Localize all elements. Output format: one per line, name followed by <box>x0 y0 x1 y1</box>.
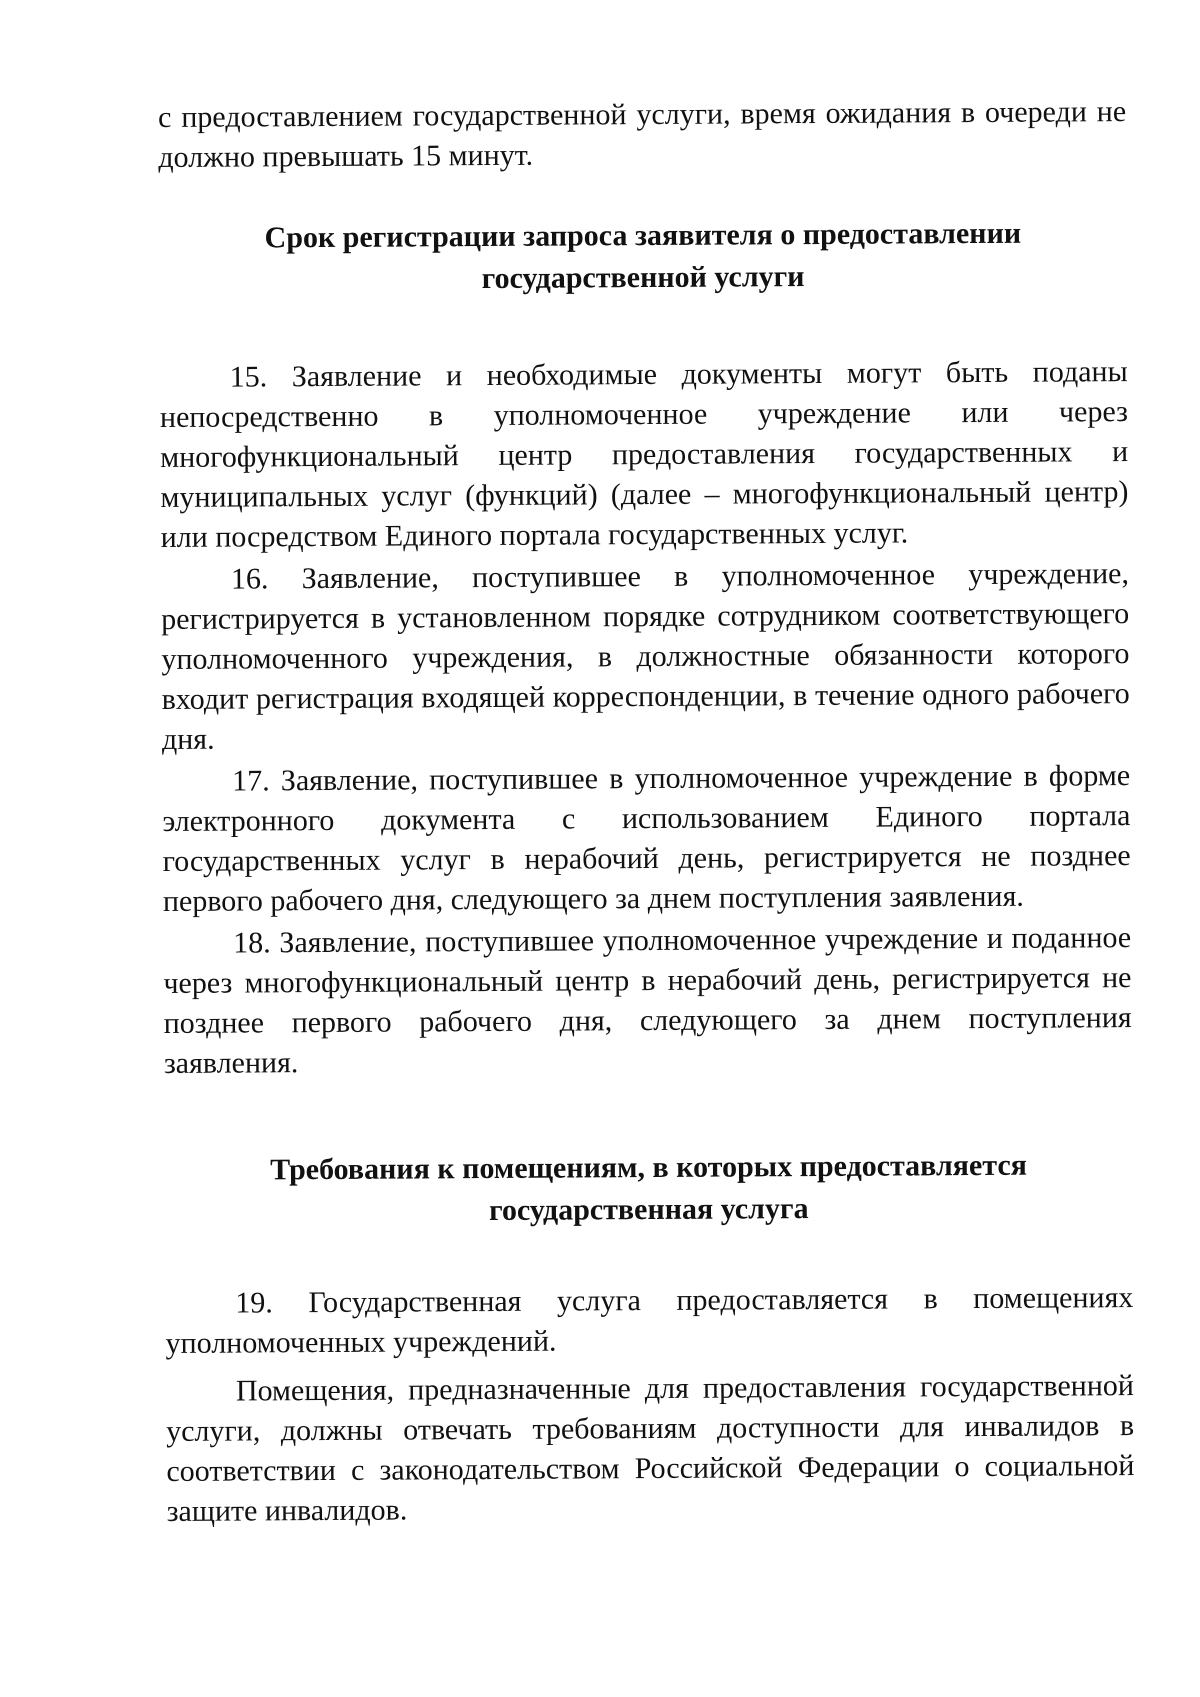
paragraph-18: 18. Заявление, поступившее уполномоченное учреждение и поданное через многофункциональный центр в нерабочий день, регистрируется не позднее первого рабочего дня, следующего за днем поступления заявления. <box>163 921 1132 1080</box>
section-heading-registration-line2: государственной услуги <box>481 260 805 296</box>
paragraph-17: 17. Заявление, поступившее в уполномоченное учреждение в форме электронного документа с использованием Единого портала государственных услуг в нерабочий день, регистрируется не позднее первого рабочего дня, следующего за днем поступления заявления. <box>162 759 1131 918</box>
section-heading-premises-line1: Требования к помещениям, в которых предоставляется <box>270 1148 1028 1187</box>
intro-continuation-paragraph: с предоставлением государственной услуги, время ожидания в очереди не должно превышать 15 минут. <box>158 95 1127 174</box>
paragraph-19-continuation: Помещения, предназначенные для предоставления государственной услуги, должны отвечать требованиям доступности для инвалидов в соответствии с законодательством Российской Федерации о социальной защите инвалидов. <box>166 1369 1135 1528</box>
paragraph-16: 16. Заявление, поступившее в уполномоченное учреждение, регистрируется в установленном порядке сотрудником соответствующего уполномоченного учреждения, в должностные обязанности которого входит регистрация входящей корреспонденции, в течение одного рабочего дня. <box>161 557 1130 756</box>
document-body <box>158 92 1135 1534</box>
paragraph-19: 19. Государственная услуга предоставляется в помещениях уполномоченных учреждений. <box>165 1281 1134 1360</box>
paragraph-15: 15. Заявление и необходимые документы могут быть поданы непосредственно в уполномоченное учреждение или через многофункциональный центр предоставления государственных и муниципальных услуг (функций) (далее – многофункциональный центр) или посредством Единого портала государственных услуг. <box>159 355 1129 554</box>
section-heading-registration-line1: Срок регистрации запроса заявителя о предоставлении <box>264 216 1022 255</box>
section-heading-premises-line2: государственная услуга <box>488 1192 809 1227</box>
section-heading-registration <box>159 212 1127 302</box>
section-heading-premises <box>164 1144 1132 1234</box>
